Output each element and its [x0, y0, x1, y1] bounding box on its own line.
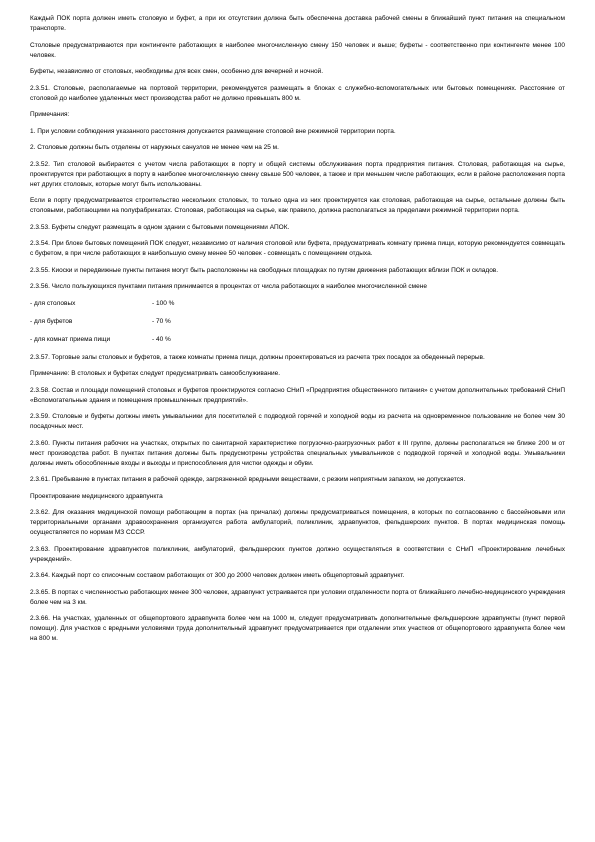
paragraph: 2.3.58. Состав и площади помещений столовых и буфетов проектируются согласно СНиП «Предприятия общественного питания» с учетом дополнительных требований СНиП «Вспомогательные здания и помещения промышленных предприятий».: [30, 386, 565, 404]
paragraph: Буфеты, независимо от столовых, необходимы для всех смен, особенно для вечерней и ночной.: [30, 68, 324, 75]
paragraph: 2.3.63. Проектирование здравпунктов поликлиник, амбулаторий, фельдшерских пунктов должно осуществляться в соответствии с СНиП «Проектирование лечебных учреждений».: [30, 545, 565, 563]
paragraph: 2.3.59. Столовые и буфеты должны иметь умывальники для посетителей с подводкой горячей и холодной воды из расчета на одновременное пользование не более чем 30 посадочных мест.: [30, 413, 565, 430]
paragraph: Примечание: В столовых и буфетах следует предусматривать самообслуживание.: [30, 370, 281, 377]
section-heading: Проектирование медицинского здравпункта: [30, 492, 163, 500]
list-item-value: - 70 %: [152, 317, 171, 325]
paragraph: Примечания:: [30, 111, 70, 118]
paragraph: 2.3.57. Торговые залы столовых и буфетов, а также комнаты приема пищи, должны проектироваться из расчета трех посадок за обеденный перерыв.: [30, 353, 485, 361]
paragraph: 2.3.60. Пункты питания рабочих на участках, открытых по санитарной характеристике погрузочно-разгрузочных работ к III группе, должны располагаться не ближе 200 м от мест производства работ. В пунктах питания должны быть предусмотрены устройства специальных умывальников с подводкой горячей и холодной воды. Умывальники должны иметь обособленные входы и выходы и приспособления для чистки одежды и обуви.: [30, 439, 565, 467]
paragraph: 2.3.55. Киоски и передвижные пункты питания могут быть расположены на свободных площадках по путям движения работающих вблизи ПОК и складов.: [30, 266, 499, 274]
paragraph: 2.3.64. Каждый порт со списочным составом работающих от 300 до 2000 человек должен иметь общепортовый здравпункт.: [30, 572, 405, 579]
list-item-label: - для комнат приема пищи: [30, 335, 111, 343]
list-item-label: - для буфетов: [30, 317, 73, 325]
paragraph: 2.3.54. При блоке бытовых помещений ПОК следует, независимо от наличия столовой или буфета, предусматривать комнату приема пищи, которую рекомендуется совмещать с буфетом, в при числе работающих в наибольшую смену менее 50 человек - совмещать с помещением отдыха.: [30, 240, 565, 257]
paragraph: 2.3.53. Буфеты следует размещать в одном здании с бытовыми помещениями АПОК.: [30, 223, 290, 231]
list-item: [30, 317, 565, 327]
paragraph: Если в порту предусматривается строительство нескольких столовых, то только одна из них проектируется как столовая, работающая на сырье, остальные должны быть столовыми, работающими на полуфабрикатах. Столовая, работающая на сырье, как правило, должна располагаться за пределами режимной территории порта.: [30, 197, 565, 214]
paragraph: 2.3.65. В портах с численностью работающих менее 300 человек, здравпункт устраивается при условии отдаленности порта от ближайшего лечебно-медицинского учреждения более чем на 3 км.: [30, 588, 565, 606]
paragraph: 2.3.56. Число пользующихся пунктами питания принимается в процентах от числа работающих в наиболее многочисленной смене: [30, 283, 427, 290]
paragraph: 2.3.66. На участках, удаленных от общепортового здравпункта более чем на 1000 м, следует предусматривать дополнительные фельдшерские здравпункты (пункт первой помощи). Для участков с вредными условиями труда дополнительный здравпункт предусматривается при отдалении этих участков от общепортового здравпункта более чем на 800 м.: [30, 615, 565, 642]
list-item-label: - для столовых: [30, 299, 76, 307]
paragraph: Столовые предусматриваются при контингенте работающих в наиболее многочисленную смену 150 человек и выше; буфеты - соответственно при контингенте менее 100 человек.: [30, 41, 565, 59]
paragraph: 2. Столовые должны быть отделены от наружных санузлов не менее чем на 25 м.: [30, 144, 279, 151]
list-item: [30, 335, 565, 345]
paragraph: 1. При условии соблюдения указанного расстояния допускается размещение столовой вне режимной территории порта.: [30, 127, 396, 135]
list-item-value: - 40 %: [152, 335, 171, 343]
paragraph: Каждый ПОК порта должен иметь столовую и буфет, а при их отсутствии должна быть обеспечена доставка рабочей смены в ближайший пункт питания на специальном транспорте.: [30, 15, 565, 32]
paragraph: 2.3.52. Тип столовой выбирается с учетом числа работающих в порту и общей системы обслуживания порта предприятия питания. Столовая, работающая на сырье, проектируется при работающих в порту в наиболее многочисленную смену свыше 500 человек, а также и при меньшем числе работающих, если в районе расположения порта нет других столовых, которые могут быть использованы.: [30, 160, 565, 188]
paragraph: 2.3.51. Столовые, располагаемые на портовой территории, рекомендуется размещать в блоках с служебно-вспомогательных или бытовых помещениях. Расстояние от столовой до наиболее удаленных мест производства работ не должно превышать 800 м.: [30, 84, 565, 102]
paragraph: 2.3.62. Для оказания медицинской помощи работающим в портах (на причалах) должны предусматриваться помещения, в которых по согласованию с бассейновыми или территориальными органами здравоохранения организуется работа амбулаторий, поликлиник, здравпунктов, фельдшерских пунктов. В портах медицинская помощь осуществляется по нормам МЗ СССР.: [30, 509, 565, 536]
paragraph: 2.3.61. Пребывание в пунктах питания в рабочей одежде, загрязненной вредными веществами, с резким неприятным запахом, не допускается.: [30, 476, 466, 483]
list-item-value: - 100 %: [152, 299, 175, 307]
list-item: [30, 299, 565, 309]
